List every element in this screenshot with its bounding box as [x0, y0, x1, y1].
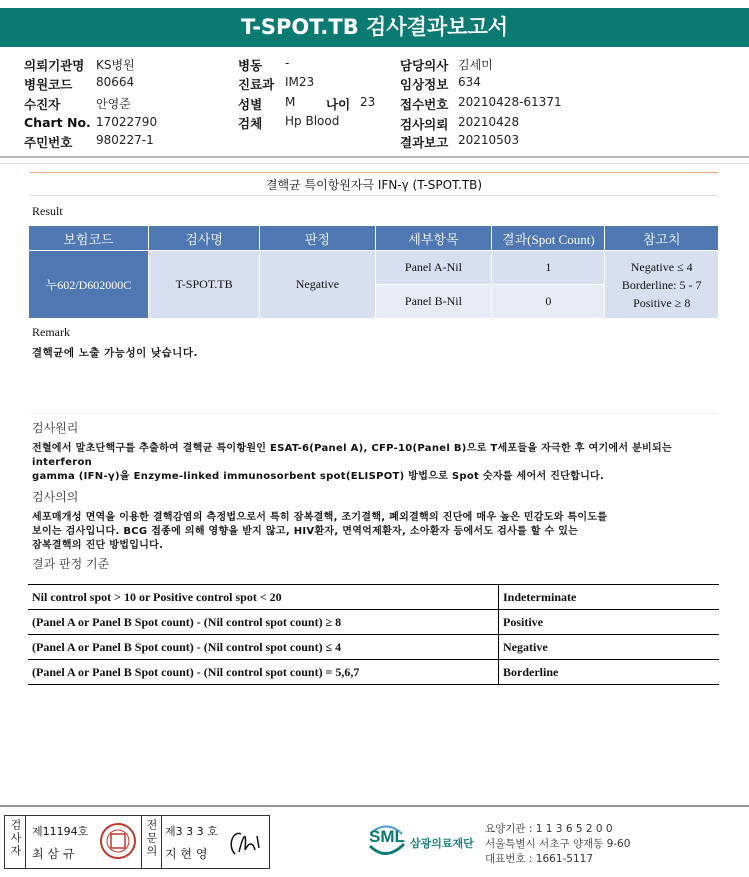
department-value: IM23	[285, 75, 315, 89]
principle-line: 전혈에서 말초단핵구를 추출하여 결핵균 특이항원인 ESAT-6(Panel A), CFP-10(Panel B)으로 T세포들을 자극한 후 여기에서 분비되는	[32, 443, 672, 454]
tester-seal-icon	[99, 822, 137, 860]
section-title-rule	[30, 195, 718, 196]
section-title: 결핵균 특이항원자극 IFN-γ (T-SPOT.TB)	[30, 172, 718, 195]
request-date-value: 20210428	[458, 115, 520, 129]
criteria-condition: (Panel A or Panel B Spot count) - (Nil control spot count) = 5,6,7	[28, 660, 499, 685]
panel-a-name: Panel A-Nil	[375, 251, 492, 285]
doctor-number: 제3 3 3 호	[165, 825, 218, 838]
specimen-value: Hp Blood	[285, 114, 340, 128]
tester-label: 검사자	[9, 819, 22, 858]
col-reference: 참고치	[605, 226, 719, 251]
doctor-name: 지 현 영	[165, 847, 208, 861]
signature-divider	[141, 816, 142, 868]
receipt-no-value: 20210428-61371	[458, 95, 562, 109]
result-table	[28, 225, 719, 319]
signature-box	[4, 815, 270, 869]
criteria-result: Positive	[499, 610, 720, 635]
reference-range	[605, 251, 719, 319]
remark-label: Remark	[32, 325, 70, 339]
chart-no-label: Chart No.	[24, 115, 91, 130]
criteria-result: Indeterminate	[499, 585, 720, 610]
insurance-code: 누602/D602000C	[29, 251, 149, 319]
principle-line: gamma (IFN-γ)을 Enzyme-linked immunosorbent spot(ELISPOT) 방법으로 Spot 숫자를 세어서 진단합니다.	[32, 471, 605, 482]
ward-value: -	[285, 56, 290, 70]
patient-label: 수진자	[24, 97, 61, 112]
table-row	[28, 585, 719, 610]
report-title: T-SPOT.TB 검사결과보고서	[0, 8, 749, 47]
org-address: 서울특별시 서초구 양재동 9-60	[485, 838, 631, 850]
age-value: 23	[360, 95, 376, 109]
table-row	[29, 251, 719, 285]
col-test-name: 검사명	[148, 226, 259, 251]
org-name: 삼광의료재단	[410, 837, 474, 850]
principle-line: interferon	[32, 457, 93, 468]
criteria-condition: Nil control spot > 10 or Positive control spot < 20	[28, 585, 499, 610]
meaning-text	[32, 511, 722, 553]
criteria-label: 결과 판정 기준	[32, 557, 110, 571]
chart-no-value: 17022790	[96, 115, 158, 129]
meaning-line: 잠복결핵의 진단 방법입니다.	[32, 540, 164, 551]
criteria-result: Borderline	[499, 660, 720, 685]
principle-label: 검사원리	[32, 421, 79, 435]
signature-divider	[25, 816, 26, 868]
specimen-label: 검체	[238, 116, 263, 131]
panel-b-name: Panel B-Nil	[375, 285, 492, 319]
criteria-table	[28, 584, 719, 685]
header-info	[0, 47, 749, 155]
reference-negative: Negative ≤ 4	[630, 259, 693, 274]
remark-divider	[30, 413, 718, 414]
col-judgment: 판정	[260, 226, 375, 251]
hospital-name-value: KS병원	[96, 58, 135, 72]
org-info	[485, 822, 630, 867]
col-detail-item: 세부항목	[375, 226, 492, 251]
header-divider-2	[0, 163, 749, 164]
reference-positive: Positive ≥ 8	[633, 295, 691, 310]
criteria-condition: (Panel A or Panel B Spot count) - (Nil control spot count) ≤ 4	[28, 635, 499, 660]
org-code: 요양기관 : 1 1 3 6 5 2 0 0	[485, 823, 613, 835]
col-spot-count: 결과(Spot Count)	[492, 226, 605, 251]
org-phone: 대표번호 : 1661-5117	[485, 853, 594, 865]
receipt-no-label: 접수번호	[400, 97, 449, 112]
logo-text: SML	[369, 827, 405, 846]
doctor-value: 김세미	[458, 58, 493, 72]
judgment: Negative	[260, 251, 375, 319]
meaning-label: 검사의의	[32, 490, 79, 504]
report-date-label: 결과보고	[400, 135, 449, 150]
criteria-condition: (Panel A or Panel B Spot count) - (Nil control spot count) ≥ 8	[28, 610, 499, 635]
sex-value: M	[285, 95, 296, 109]
meaning-line: 세포매개성 면역을 이용한 결핵감염의 측정법으로서 특히 잠복결핵, 조기결핵, 폐외결핵의 진단에 매우 높은 민감도와 특이도를	[32, 512, 608, 523]
department-label: 진료과	[238, 77, 275, 92]
criteria-result: Negative	[499, 635, 720, 660]
table-row	[28, 635, 719, 660]
panel-b-count: 0	[492, 285, 605, 319]
patient-value: 안영준	[96, 97, 131, 111]
table-row	[28, 610, 719, 635]
clinical-info-value: 634	[458, 75, 481, 89]
tester-number: 제11194호	[32, 825, 89, 838]
signature-divider	[161, 816, 162, 868]
panel-a-count: 1	[492, 251, 605, 285]
resident-no-value: 980227-1	[96, 133, 154, 147]
sml-logo	[366, 822, 476, 858]
age-label: 나이	[326, 97, 351, 112]
footer-divider	[0, 805, 749, 807]
ward-label: 병동	[238, 58, 263, 73]
doctor-label: 담당의사	[400, 58, 449, 73]
meaning-line: 보이는 검사입니다. BCG 접종에 의해 영향을 받지 않고, HIV환자, 면역억제환자, 소아환자 등에서도 검사를 할 수 있는	[32, 526, 579, 537]
col-insurance-code: 보험코드	[29, 226, 149, 251]
sex-label: 성별	[238, 97, 263, 112]
table-row	[28, 660, 719, 685]
clinical-info-label: 임상정보	[400, 77, 449, 92]
remark-text: 결핵균에 노출 가능성이 낮습니다.	[32, 347, 198, 359]
resident-no-label: 주민번호	[24, 135, 73, 150]
hospital-code-value: 80664	[96, 75, 135, 89]
result-label: Result	[32, 204, 63, 218]
report-date-value: 20210503	[458, 133, 520, 147]
hospital-name-label: 의뢰기관명	[24, 58, 85, 73]
test-name: T-SPOT.TB	[148, 251, 259, 319]
header-divider	[0, 156, 749, 158]
reference-borderline: Borderline: 5 - 7	[621, 277, 702, 292]
result-header-row	[29, 226, 719, 251]
request-date-label: 검사의뢰	[400, 117, 449, 132]
doctor-signature-icon	[225, 824, 265, 860]
doctor-label: 전문의	[145, 819, 158, 858]
tester-name: 최 삼 규	[32, 847, 75, 861]
principle-text	[32, 442, 722, 484]
hospital-code-label: 병원코드	[24, 77, 73, 92]
